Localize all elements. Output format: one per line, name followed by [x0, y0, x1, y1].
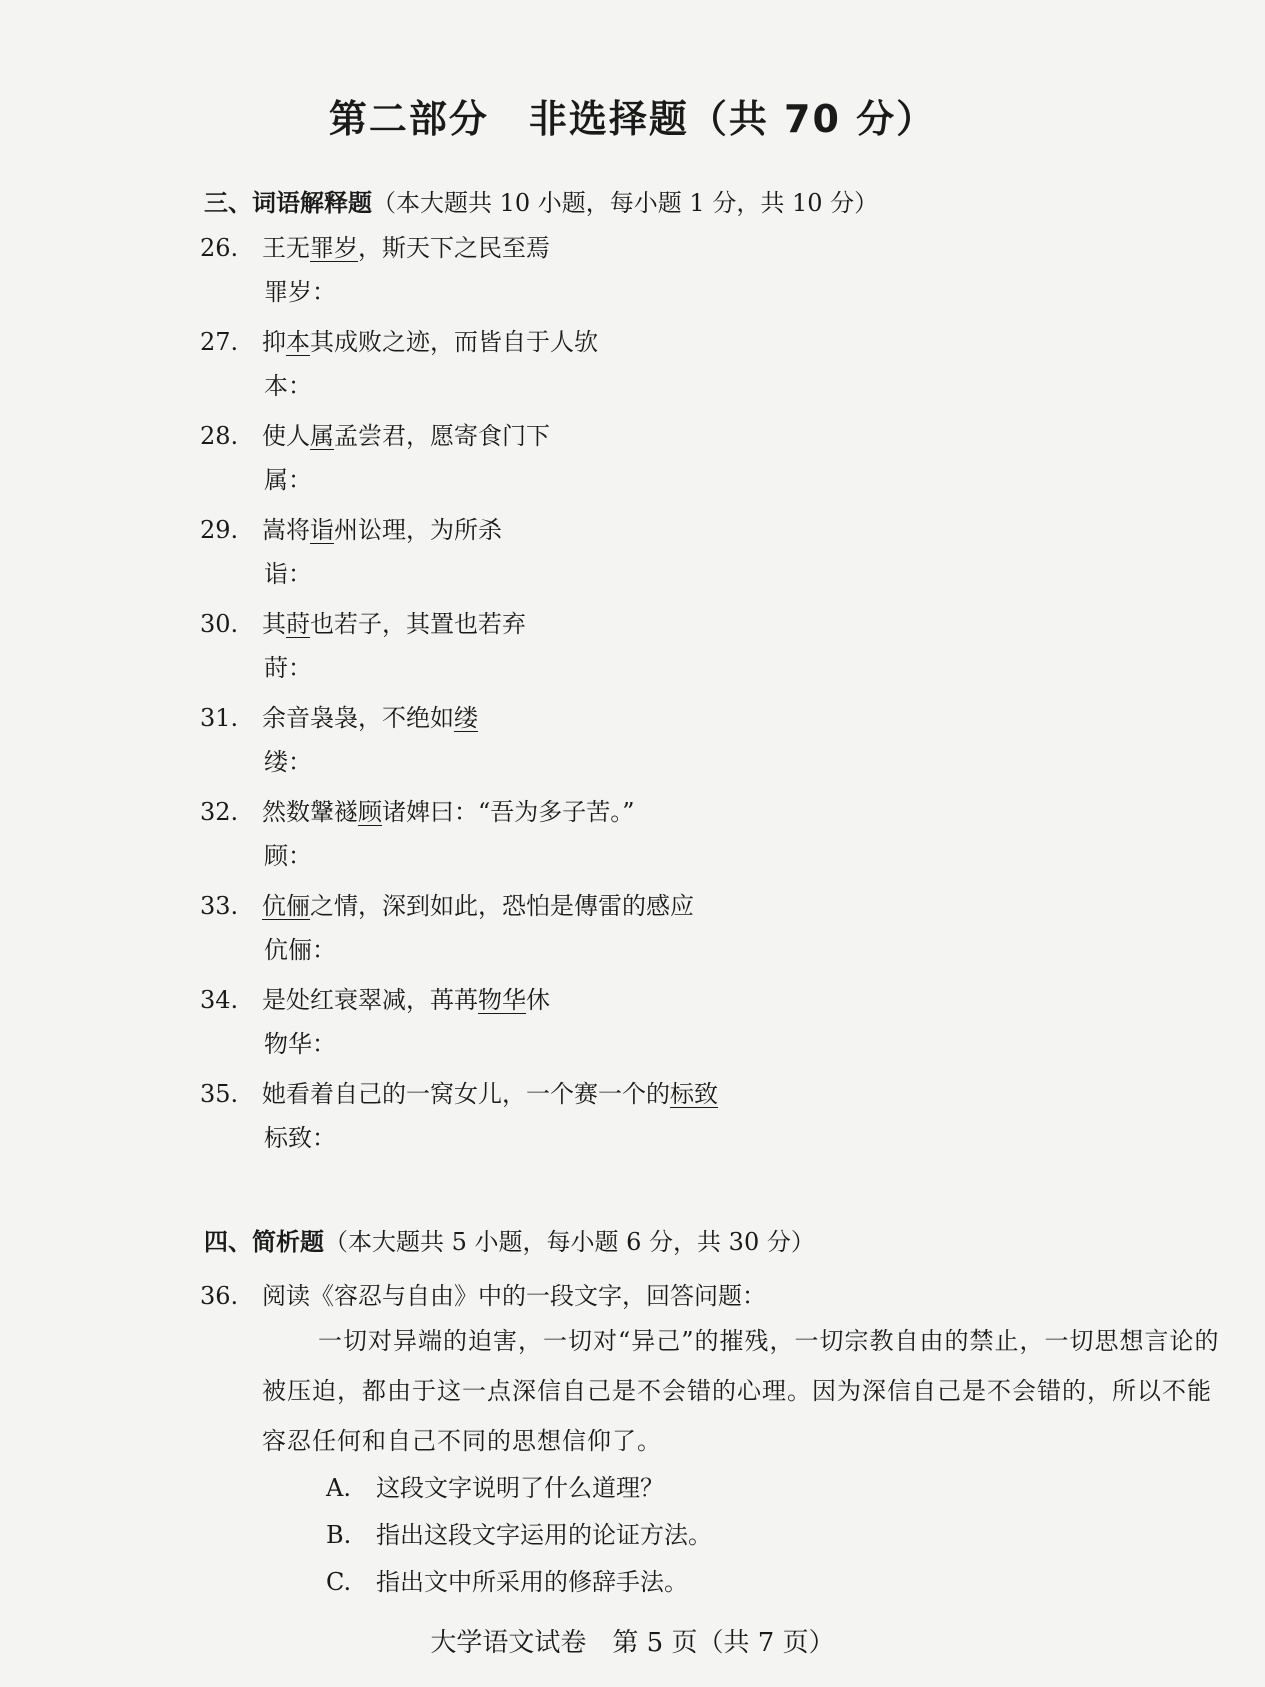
section-4-note: （本大题共 5 小题，每小题 6 分，共 30 分） [324, 1228, 815, 1256]
question-item [200, 886, 694, 964]
question-number: 30. [200, 610, 239, 638]
question-prefix: 是处红衰翠减，苒苒 [262, 986, 478, 1014]
answer-prompt: 本： [264, 372, 312, 400]
option-text: 这段文字说明了什么道理？ [376, 1474, 664, 1502]
question-number: 32. [200, 798, 239, 826]
question-item [200, 228, 550, 306]
question-prefix: 抑 [262, 328, 286, 356]
question-prefix: 嵩将 [262, 516, 310, 544]
question-prefix: 余音袅袅，不绝如 [262, 704, 454, 732]
question-prefix: 其 [262, 610, 286, 638]
answer-prompt: 缕： [264, 748, 312, 776]
page-footer: 大学语文试卷 第 5 页（共 7 页） [430, 1628, 835, 1658]
section-3-label: 三、词语解释题 [204, 189, 372, 217]
underlined-term: 标致 [670, 1080, 718, 1108]
question-suffix: 之情，深到如此，恐怕是傳雷的感应 [310, 892, 694, 920]
underlined-term: 缕 [454, 704, 478, 732]
question-item [200, 1074, 718, 1152]
page-title: 第二部分 非选择题（共 70 分） [328, 97, 937, 141]
question-item [200, 322, 598, 400]
underlined-term: 物华 [478, 986, 526, 1014]
question-text: 阅读《容忍与自由》中的一段文字，回答问题： [262, 1282, 766, 1310]
answer-prompt: 诣： [264, 560, 312, 588]
question-item [200, 510, 502, 588]
question-number: 27. [200, 328, 239, 356]
question-suffix: 孟尝君，愿寄食门下 [334, 422, 550, 450]
option-letter: B. [326, 1521, 352, 1549]
underlined-term: 莳 [286, 610, 310, 638]
question-item [200, 604, 526, 682]
question-suffix: 诸婢曰：“吾为多子苦。” [382, 798, 635, 826]
section-3-heading [204, 183, 878, 218]
reading-passage: 一切对异端的迫害，一切对“异己”的摧残，一切宗教自由的禁止，一切思想言论的被压迫，都由于这一点深信自己是不会错的心理。因为深信自己是不会错的，所以不能容忍任何和自己不同的思想信仰了。 [262, 1327, 1220, 1455]
answer-prompt: 顾： [264, 842, 312, 870]
section-3-note: （本大题共 10 小题，每小题 1 分，共 10 分） [372, 189, 879, 217]
question-item [200, 416, 550, 494]
question-prefix: 使人 [262, 422, 310, 450]
question-suffix: 也若子，其置也若弃 [310, 610, 526, 638]
option-a [326, 1468, 664, 1503]
question-number: 28. [200, 422, 239, 450]
underlined-term: 本 [286, 328, 310, 356]
underlined-term: 顾 [358, 798, 382, 826]
answer-prompt: 莳： [264, 654, 312, 682]
option-c [326, 1562, 688, 1597]
question-item [200, 980, 550, 1058]
answer-prompt: 物华： [264, 1030, 336, 1058]
option-b [326, 1515, 712, 1550]
underlined-term: 属 [310, 422, 334, 450]
question-suffix: 州讼理，为所杀 [334, 516, 502, 544]
section-4-heading [204, 1222, 815, 1257]
answer-prompt: 罪岁： [264, 278, 336, 306]
question-number: 33. [200, 892, 239, 920]
question-36 [200, 1276, 766, 1311]
option-letter: A. [326, 1474, 351, 1502]
section-4-label: 四、简析题 [204, 1228, 324, 1256]
question-number: 35. [200, 1080, 239, 1108]
answer-prompt: 属： [264, 466, 312, 494]
question-prefix: 她看着自己的一窝女儿，一个赛一个的 [262, 1080, 670, 1108]
question-prefix: 王无 [262, 234, 310, 262]
question-suffix: 其成败之迹，而皆自于人欤 [310, 328, 598, 356]
answer-prompt: 标致： [264, 1124, 336, 1152]
underlined-term: 罪岁 [310, 234, 358, 262]
underlined-term: 诣 [310, 516, 334, 544]
question-number: 31. [200, 704, 239, 732]
underlined-term: 伉俪 [262, 892, 310, 920]
question-number: 26. [200, 234, 239, 262]
question-item [200, 698, 478, 776]
question-suffix: 休 [526, 986, 550, 1014]
option-text: 指出文中所采用的修辞手法。 [376, 1568, 688, 1596]
question-number: 34. [200, 986, 239, 1014]
option-letter: C. [326, 1568, 352, 1596]
question-number: 36. [200, 1282, 239, 1310]
question-item [200, 792, 635, 870]
option-text: 指出这段文字运用的论证方法。 [376, 1521, 712, 1549]
question-number: 29. [200, 516, 239, 544]
answer-prompt: 伉俪： [264, 936, 336, 964]
question-prefix: 然数鞶襚 [262, 798, 358, 826]
question-suffix: ，斯天下之民至焉 [358, 234, 550, 262]
